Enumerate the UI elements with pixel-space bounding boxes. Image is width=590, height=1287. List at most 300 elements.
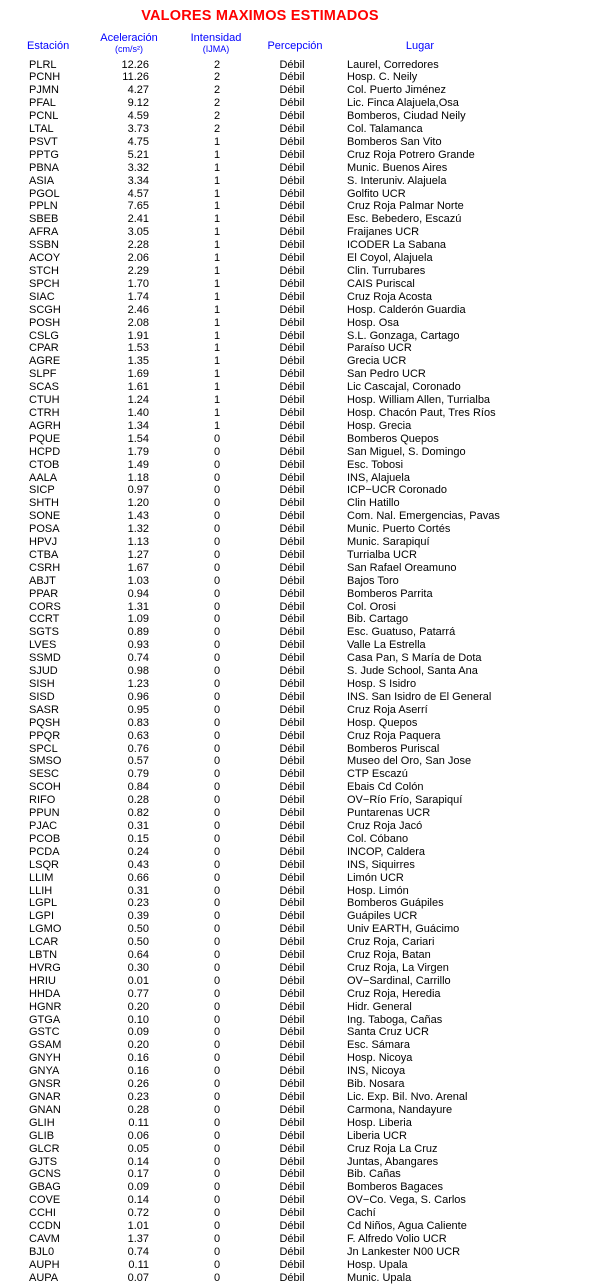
perception-value: Débil [279, 213, 305, 226]
station-code: LGPL [29, 897, 58, 910]
table-row [0, 304, 590, 317]
acceleration-value: 0.07 [127, 1271, 149, 1284]
intensity-value: 1 [213, 265, 221, 277]
location-name: Bomberos Guápiles [347, 897, 444, 910]
intensity-value: 0 [213, 845, 221, 858]
intensity-value: 1 [213, 239, 221, 252]
location-name: Clin. Turrubares [347, 265, 426, 277]
table-row [0, 497, 590, 510]
location-name: Hosp. Upala [347, 1258, 408, 1271]
station-code: STCH [29, 265, 59, 277]
table-row [0, 1181, 590, 1194]
table-row [0, 575, 590, 588]
location-name: Cruz Roja Aserrí [347, 703, 428, 716]
station-code: AGRH [29, 419, 61, 432]
table-row [0, 704, 590, 717]
station-code: SSBN [29, 239, 59, 252]
perception-value: Débil [279, 987, 305, 1000]
intensity-value: 0 [213, 1103, 221, 1116]
perception-value: Débil [279, 58, 305, 71]
intensity-value: 0 [213, 432, 221, 445]
intensity-value: 2 [213, 110, 221, 123]
location-name: Bomberos Parrita [347, 587, 433, 600]
acceleration-value: 0.64 [127, 949, 149, 962]
table-row [0, 872, 590, 885]
table-row [0, 975, 590, 988]
acceleration-value: 0.43 [127, 858, 149, 871]
station-code: PSVT [29, 135, 58, 148]
data-table [0, 59, 590, 1285]
table-row [0, 588, 590, 601]
acceleration-value: 0.20 [127, 1000, 149, 1013]
acceleration-value: 0.98 [127, 665, 149, 678]
perception-value: Débil [279, 858, 305, 871]
header-intensidad [176, 33, 256, 55]
intensity-value: 0 [213, 858, 221, 871]
station-code: PFAL [29, 97, 56, 110]
location-name: INS, Nicoya [347, 1065, 406, 1078]
station-code: AFRA [29, 226, 59, 239]
perception-value: Débil [279, 729, 305, 742]
table-row [0, 794, 590, 807]
location-name: Col. Orosi [347, 600, 396, 613]
acceleration-value: 0.39 [127, 910, 149, 923]
acceleration-value: 1.31 [127, 600, 149, 613]
acceleration-value: 0.72 [127, 1207, 149, 1220]
acceleration-value: 0.23 [127, 897, 149, 910]
table-row [0, 433, 590, 446]
location-name: INCOP, Caldera [347, 845, 426, 858]
location-name: Hosp. S Isidro [347, 678, 417, 690]
table-row [0, 859, 590, 872]
location-name: Col. Cóbano [347, 832, 409, 845]
table-row [0, 1207, 590, 1220]
table-row [0, 200, 590, 213]
acceleration-value: 4.59 [127, 110, 149, 123]
perception-value: Débil [279, 690, 305, 703]
acceleration-value: 1.34 [127, 419, 149, 432]
perception-value: Débil [279, 613, 305, 626]
station-code: PPAR [29, 587, 59, 600]
table-row [0, 84, 590, 97]
acceleration-value: 0.11 [128, 1116, 149, 1129]
location-name: CTP Escazú [347, 768, 408, 781]
intensity-value: 1 [213, 277, 221, 290]
station-code: CSRH [29, 561, 61, 574]
location-name: Fraijanes UCR [347, 226, 420, 239]
intensity-value: 2 [213, 97, 221, 110]
location-name: Bomberos Quepos [347, 432, 439, 445]
header-intensidad-unit: (IJMA) [202, 44, 230, 54]
acceleration-value: 1.03 [127, 574, 149, 587]
location-name: ICODER La Sabana [347, 239, 447, 252]
station-code: LGPI [29, 910, 55, 923]
location-name: Hidr. General [347, 1000, 412, 1013]
acceleration-value: 0.01 [127, 974, 149, 987]
perception-value: Débil [279, 781, 305, 794]
perception-value: Débil [279, 548, 305, 561]
station-code: CCDN [29, 1220, 61, 1233]
perception-value: Débil [279, 110, 305, 123]
station-code: CTBA [29, 548, 59, 561]
location-name: Esc. Tobosi [347, 458, 404, 471]
table-row [0, 1220, 590, 1233]
station-code: CAVM [29, 1232, 60, 1245]
station-code: PQSH [29, 716, 61, 729]
acceleration-value: 0.82 [127, 807, 149, 820]
intensity-value: 1 [213, 303, 221, 316]
perception-value: Débil [279, 871, 305, 884]
acceleration-value: 0.09 [127, 1181, 149, 1194]
station-code: PPTG [29, 148, 59, 161]
location-name: Hosp. Grecia [347, 419, 412, 432]
table-row [0, 1039, 590, 1052]
location-name: Bomberos San Vito [347, 135, 442, 148]
intensity-value: 0 [213, 484, 221, 497]
station-code: PBNA [29, 161, 59, 174]
intensity-value: 1 [213, 200, 221, 213]
perception-value: Débil [279, 1168, 305, 1181]
table-row [0, 936, 590, 949]
perception-value: Débil [279, 329, 305, 342]
acceleration-value: 0.50 [127, 923, 149, 936]
intensity-value: 1 [213, 329, 221, 342]
intensity-value: 0 [213, 1155, 221, 1168]
perception-value: Débil [279, 794, 305, 807]
acceleration-value: 4.27 [127, 84, 149, 97]
perception-value: Débil [279, 639, 305, 652]
table-row [0, 613, 590, 626]
intensity-value: 0 [213, 961, 221, 974]
intensity-value: 0 [213, 1013, 221, 1026]
location-name: Paraíso UCR [347, 342, 412, 355]
table-row [0, 1259, 590, 1272]
perception-value: Débil [279, 135, 305, 148]
station-code: SSMD [29, 652, 61, 665]
intensity-value: 0 [213, 703, 221, 716]
perception-value: Débil [279, 432, 305, 445]
location-name: San Pedro UCR [347, 368, 426, 381]
intensity-value: 1 [213, 368, 221, 381]
acceleration-value: 2.41 [127, 213, 149, 226]
perception-value: Débil [279, 678, 305, 690]
station-code: POSH [29, 316, 61, 329]
intensity-value: 0 [213, 600, 221, 613]
acceleration-value: 1.54 [127, 432, 149, 445]
location-name: Bomberos Bagaces [347, 1181, 443, 1194]
station-code: LLIM [29, 871, 54, 884]
intensity-value: 0 [213, 1232, 221, 1245]
table-row [0, 1143, 590, 1156]
intensity-value: 0 [213, 1258, 221, 1271]
header-aceleracion-label: Aceleración [100, 32, 158, 44]
station-code: PCOB [29, 832, 61, 845]
acceleration-value: 0.77 [127, 987, 149, 1000]
location-name: S. Jude School, Santa Ana [347, 665, 478, 678]
intensity-value: 1 [213, 355, 221, 368]
acceleration-value: 1.18 [127, 471, 149, 484]
station-code: GLIB [29, 1129, 55, 1142]
table-row [0, 1078, 590, 1091]
acceleration-value: 0.74 [127, 652, 149, 665]
table-row [0, 1194, 590, 1207]
table-row [0, 420, 590, 433]
intensity-value: 1 [213, 290, 221, 303]
perception-value: Débil [279, 174, 305, 187]
location-name: S. Interuniv. Alajuela [347, 174, 447, 187]
perception-value: Débil [279, 484, 305, 497]
acceleration-value: 0.06 [127, 1129, 149, 1142]
table-row [0, 265, 590, 278]
location-name: Cruz Roja, La Virgen [347, 961, 449, 974]
perception-value: Débil [279, 716, 305, 729]
table-row [0, 252, 590, 265]
location-name: Santa Cruz UCR [347, 1026, 429, 1039]
location-name: INS. San Isidro de El General [347, 690, 492, 703]
location-name: Esc. Bebedero, Escazú [347, 213, 462, 226]
perception-value: Débil [279, 1155, 305, 1168]
location-name: Jn Lankester N00 UCR [347, 1245, 461, 1258]
acceleration-value: 3.05 [127, 226, 149, 239]
intensity-value: 2 [213, 71, 221, 84]
perception-value: Débil [279, 1000, 305, 1013]
table-row [0, 97, 590, 110]
location-name: Ing. Taboga, Cañas [347, 1013, 443, 1026]
perception-value: Débil [279, 961, 305, 974]
perception-value: Débil [279, 239, 305, 252]
acceleration-value: 5.21 [127, 148, 149, 161]
intensity-value: 0 [213, 665, 221, 678]
acceleration-value: 0.14 [127, 1155, 149, 1168]
station-code: GSTC [29, 1026, 60, 1039]
location-name: CAIS Puriscal [347, 277, 415, 290]
intensity-value: 2 [213, 58, 221, 71]
table-row [0, 226, 590, 239]
station-code: SJUD [29, 665, 58, 678]
station-code: CSLG [29, 329, 59, 342]
header-aceleracion-unit: (cm/s²) [115, 44, 143, 54]
table-row [0, 949, 590, 962]
perception-value: Débil [279, 342, 305, 355]
table-row [0, 1052, 590, 1065]
intensity-value: 1 [213, 381, 221, 394]
intensity-value: 0 [213, 974, 221, 987]
table-row [0, 342, 590, 355]
table-row [0, 1001, 590, 1014]
intensity-value: 0 [213, 678, 221, 690]
station-code: ACOY [29, 252, 61, 265]
acceleration-value: 1.01 [127, 1220, 149, 1233]
perception-value: Débil [279, 974, 305, 987]
acceleration-value: 7.65 [127, 200, 149, 213]
intensity-value: 1 [213, 174, 221, 187]
location-name: Bib. Nosara [347, 1078, 405, 1091]
location-name: Univ EARTH, Guácimo [347, 923, 460, 936]
intensity-value: 0 [213, 652, 221, 665]
station-code: LGMO [29, 923, 62, 936]
acceleration-value: 0.16 [127, 1065, 149, 1078]
station-code: GNYA [29, 1065, 60, 1078]
acceleration-value: 3.34 [127, 174, 149, 187]
acceleration-value: 0.28 [127, 794, 149, 807]
station-code: GLCR [29, 1142, 60, 1155]
perception-value: Débil [279, 1091, 305, 1103]
acceleration-value: 1.53 [127, 342, 149, 355]
station-code: PPLN [29, 200, 58, 213]
station-code: SCGH [29, 303, 61, 316]
acceleration-value: 0.23 [127, 1091, 149, 1103]
perception-value: Débil [279, 187, 305, 200]
station-code: SBEB [29, 213, 59, 226]
intensity-value: 0 [213, 523, 221, 536]
acceleration-value: 0.16 [127, 1052, 149, 1065]
acceleration-value: 1.13 [127, 536, 149, 549]
acceleration-value: 1.49 [127, 458, 149, 471]
station-code: SPCL [29, 742, 58, 755]
station-code: SISD [29, 690, 55, 703]
perception-value: Débil [279, 923, 305, 936]
intensity-value: 0 [213, 1181, 221, 1194]
location-name: El Coyol, Alajuela [347, 252, 433, 265]
perception-value: Débil [279, 510, 305, 523]
location-name: Cruz Roja, Heredia [347, 987, 441, 1000]
table-row [0, 1091, 590, 1104]
location-name: S.L. Gonzaga, Cartago [347, 329, 460, 342]
acceleration-value: 0.20 [127, 1039, 149, 1052]
perception-value: Débil [279, 316, 305, 329]
table-row [0, 213, 590, 226]
location-name: Cd Niños, Agua Caliente [347, 1220, 467, 1233]
station-code: HVRG [29, 961, 61, 974]
perception-value: Débil [279, 303, 305, 316]
location-name: Cruz Roja Jacó [347, 819, 423, 832]
perception-value: Débil [279, 97, 305, 110]
station-code: GJTS [29, 1155, 58, 1168]
intensity-value: 0 [213, 1116, 221, 1129]
intensity-value: 0 [213, 1168, 221, 1181]
location-name: Puntarenas UCR [347, 807, 431, 820]
perception-value: Débil [279, 458, 305, 471]
location-name: F. Alfredo Volio UCR [347, 1232, 447, 1245]
intensity-value: 0 [213, 781, 221, 794]
station-code: SGTS [29, 626, 59, 639]
table-row [0, 188, 590, 201]
acceleration-value: 0.79 [127, 768, 149, 781]
location-name: Com. Nal. Emergencias, Pavas [347, 510, 500, 523]
station-code: LCAR [29, 936, 59, 949]
intensity-value: 0 [213, 1000, 221, 1013]
intensity-value: 0 [213, 445, 221, 458]
perception-value: Débil [279, 290, 305, 303]
intensity-value: 0 [213, 471, 221, 484]
station-code: SONE [29, 510, 61, 523]
perception-value: Débil [279, 768, 305, 781]
station-code: SICP [29, 484, 55, 497]
acceleration-value: 0.28 [127, 1103, 149, 1116]
station-code: POSA [29, 523, 60, 536]
perception-value: Débil [279, 381, 305, 394]
acceleration-value: 1.23 [127, 678, 149, 690]
intensity-value: 2 [213, 123, 221, 136]
location-name: Bomberos Puriscal [347, 742, 440, 755]
table-row [0, 536, 590, 549]
perception-value: Débil [279, 652, 305, 665]
table-row [0, 923, 590, 936]
table-row [0, 1130, 590, 1143]
location-name: Cruz Roja, Batan [347, 949, 431, 962]
perception-value: Débil [279, 123, 305, 136]
table-row [0, 59, 590, 72]
intensity-value: 1 [213, 252, 221, 265]
perception-value: Débil [279, 1271, 305, 1284]
station-code: GSAM [29, 1039, 62, 1052]
station-code: PPUN [29, 807, 60, 820]
perception-value: Débil [279, 807, 305, 820]
perception-value: Débil [279, 936, 305, 949]
station-code: PQUE [29, 432, 61, 445]
perception-value: Débil [279, 1220, 305, 1233]
location-name: Esc. Guatuso, Patarrá [347, 626, 456, 639]
station-code: SHTH [29, 497, 59, 510]
acceleration-value: 0.83 [127, 716, 149, 729]
perception-value: Débil [279, 1039, 305, 1052]
intensity-value: 1 [213, 135, 221, 148]
table-row [0, 71, 590, 84]
station-code: CPAR [29, 342, 59, 355]
table-row [0, 652, 590, 665]
station-code: HRIU [29, 974, 56, 987]
acceleration-value: 0.10 [127, 1013, 149, 1026]
station-code: LVES [29, 639, 57, 652]
table-row [0, 162, 590, 175]
location-name: OV−Co. Vega, S. Carlos [347, 1194, 466, 1207]
station-code: SLPF [29, 368, 57, 381]
table-row [0, 1272, 590, 1285]
intensity-value: 0 [213, 1065, 221, 1078]
station-code: AUPA [29, 1271, 59, 1284]
table-row [0, 601, 590, 614]
table-row [0, 807, 590, 820]
location-name: Limón UCR [347, 871, 404, 884]
table-row [0, 549, 590, 562]
location-name: Liberia UCR [347, 1129, 407, 1142]
location-name: Hosp. Calderón Guardia [347, 303, 466, 316]
intensity-value: 1 [213, 161, 221, 174]
table-row [0, 781, 590, 794]
location-name: Cruz Roja Palmar Norte [347, 200, 464, 213]
table-row [0, 691, 590, 704]
acceleration-value: 0.30 [127, 961, 149, 974]
intensity-value: 0 [213, 884, 221, 897]
perception-value: Débil [279, 1026, 305, 1039]
station-code: SCAS [29, 381, 59, 394]
acceleration-value: 0.89 [127, 626, 149, 639]
station-code: HGNR [29, 1000, 62, 1013]
station-code: CORS [29, 600, 61, 613]
acceleration-value: 2.08 [127, 316, 149, 329]
intensity-value: 0 [213, 639, 221, 652]
location-name: Casa Pan, S María de Dota [347, 652, 482, 665]
location-name: Hosp. Nicoya [347, 1052, 413, 1065]
station-code: LSQR [29, 858, 59, 871]
perception-value: Débil [279, 368, 305, 381]
acceleration-value: 9.12 [127, 97, 149, 110]
location-name: Hosp. Limón [347, 884, 409, 897]
location-name: Ebais Cd Colón [347, 781, 424, 794]
table-row [0, 123, 590, 136]
perception-value: Débil [279, 265, 305, 277]
perception-value: Débil [279, 161, 305, 174]
